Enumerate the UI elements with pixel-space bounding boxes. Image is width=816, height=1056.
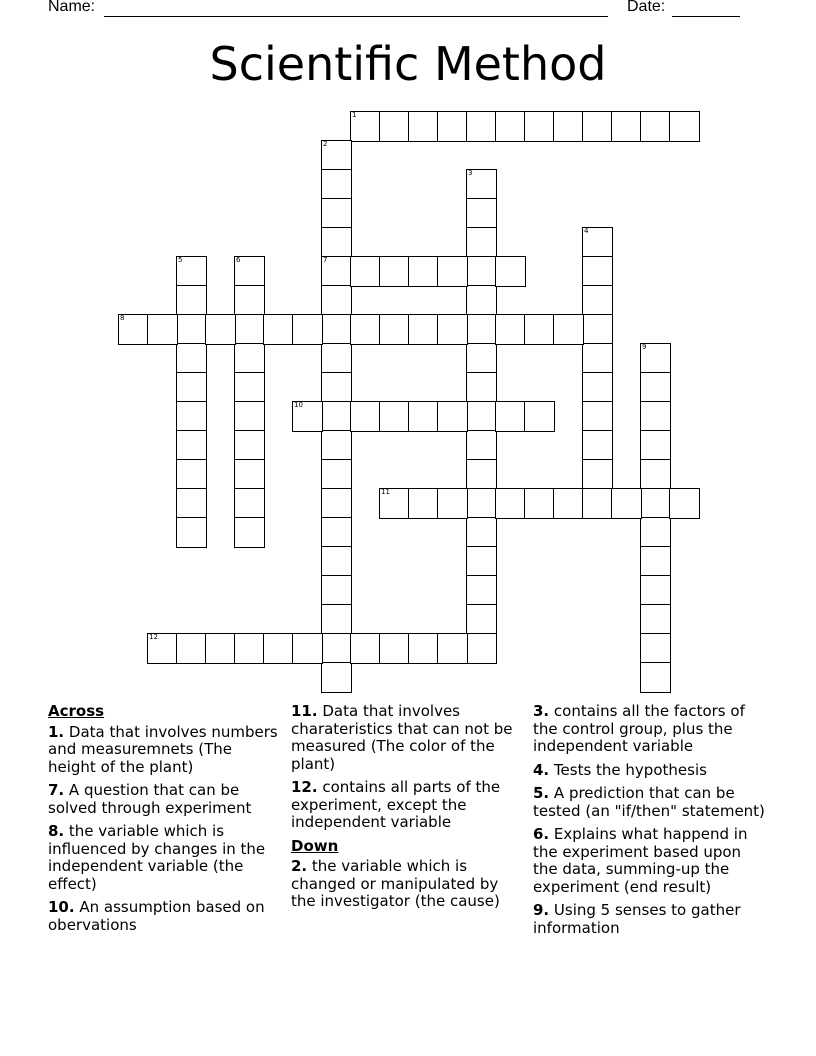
grid-cell[interactable]: [321, 401, 352, 432]
grid-cell[interactable]: [640, 662, 671, 693]
grid-cell[interactable]: [234, 256, 265, 287]
grid-cell[interactable]: [263, 314, 294, 345]
grid-cell[interactable]: [466, 575, 497, 606]
clue-number: 11.: [291, 702, 318, 720]
grid-cell[interactable]: [640, 604, 671, 635]
clue-text: Tests the hypothesis: [553, 760, 707, 779]
grid-cell[interactable]: [640, 343, 671, 374]
clue-number-label: 11: [381, 488, 390, 496]
clue-number: 4.: [533, 760, 550, 779]
grid-cell[interactable]: [640, 488, 671, 519]
grid-cell[interactable]: [582, 314, 613, 345]
grid-cell[interactable]: [553, 111, 584, 142]
grid-cell[interactable]: [437, 401, 468, 432]
clue-across-1: [48, 724, 283, 777]
clue-number-label: 2: [323, 140, 328, 148]
grid-cell[interactable]: [379, 314, 410, 345]
grid-cell[interactable]: [321, 227, 352, 258]
grid-cell[interactable]: [176, 430, 207, 461]
grid-cell[interactable]: [379, 488, 410, 519]
grid-cell[interactable]: [176, 488, 207, 519]
grid-cell[interactable]: [582, 285, 613, 316]
grid-cell[interactable]: [466, 227, 497, 258]
grid-cell[interactable]: [437, 314, 468, 345]
grid-cell[interactable]: [640, 372, 671, 403]
grid-cell[interactable]: [437, 256, 468, 287]
grid-cell[interactable]: [234, 401, 265, 432]
clue-number-label: 6: [236, 256, 241, 264]
grid-cell[interactable]: [234, 517, 265, 548]
grid-cell[interactable]: [524, 488, 555, 519]
grid-cell[interactable]: [408, 488, 439, 519]
clue-number: 9.: [533, 901, 550, 919]
grid-cell[interactable]: [321, 430, 352, 461]
clue-text: A question that can be solved through experiment: [48, 781, 252, 817]
clue-number-label: 7: [323, 256, 328, 264]
grid-cell[interactable]: [466, 517, 497, 548]
grid-cell[interactable]: [640, 401, 671, 432]
grid-cell[interactable]: [321, 633, 352, 664]
grid-cell[interactable]: [582, 343, 613, 374]
grid-cell[interactable]: [176, 517, 207, 548]
grid-cell[interactable]: [466, 488, 497, 519]
grid-cell[interactable]: [350, 111, 381, 142]
clue-number: 6.: [533, 825, 550, 843]
grid-cell[interactable]: [611, 488, 642, 519]
grid-cell[interactable]: [321, 198, 352, 229]
clue-number-label: 1: [352, 111, 357, 119]
grid-cell[interactable]: [669, 111, 700, 142]
clue-down-9: [533, 902, 768, 937]
clue-number-label: 4: [584, 227, 589, 235]
grid-cell[interactable]: [640, 575, 671, 606]
grid-cell[interactable]: [495, 401, 526, 432]
clue-down-5: [533, 785, 768, 820]
clue-across-11: [291, 703, 526, 773]
grid-cell[interactable]: [321, 488, 352, 519]
grid-cell[interactable]: [466, 256, 497, 287]
grid-cell[interactable]: [582, 256, 613, 287]
clue-down-6: [533, 826, 768, 896]
grid-cell[interactable]: [118, 314, 149, 345]
grid-cell[interactable]: [321, 575, 352, 606]
clue-number: 10.: [48, 898, 75, 916]
name-label: Name:: [48, 0, 96, 15]
clue-text: the variable which is influenced by changes in the independent variable (the effect): [48, 822, 266, 893]
grid-cell[interactable]: [234, 459, 265, 490]
clue-number: 7.: [48, 781, 65, 799]
grid-cell[interactable]: [350, 633, 381, 664]
grid-cell[interactable]: [321, 517, 352, 548]
grid-cell[interactable]: [466, 430, 497, 461]
grid-cell[interactable]: [582, 459, 613, 490]
grid-cell[interactable]: [379, 401, 410, 432]
grid-cell[interactable]: [466, 285, 497, 316]
grid-cell[interactable]: [205, 314, 236, 345]
grid-cell[interactable]: [466, 372, 497, 403]
grid-cell[interactable]: [205, 633, 236, 664]
clue-number-label: 8: [120, 314, 125, 322]
grid-cell[interactable]: [292, 314, 323, 345]
clue-number: 5.: [533, 784, 550, 802]
clue-number-label: 10: [294, 401, 303, 409]
grid-cell[interactable]: [582, 430, 613, 461]
grid-cell[interactable]: [466, 169, 497, 200]
grid-cell[interactable]: [582, 227, 613, 258]
grid-cell[interactable]: [408, 111, 439, 142]
down-heading: Down: [291, 836, 339, 855]
grid-cell[interactable]: [321, 140, 352, 171]
grid-cell[interactable]: [524, 401, 555, 432]
grid-cell[interactable]: [669, 488, 700, 519]
grid-cell[interactable]: [321, 314, 352, 345]
grid-cell[interactable]: [234, 633, 265, 664]
clue-text: contains all parts of the experiment, except the independent variable: [291, 778, 501, 831]
clue-number-label: 5: [178, 256, 183, 264]
clue-number-label: 3: [468, 169, 473, 177]
grid-cell[interactable]: [176, 256, 207, 287]
grid-cell[interactable]: [350, 401, 381, 432]
grid-cell[interactable]: [408, 256, 439, 287]
grid-cell[interactable]: [466, 546, 497, 577]
grid-cell[interactable]: [350, 314, 381, 345]
clue-column-3: [533, 703, 768, 943]
grid-cell[interactable]: [466, 111, 497, 142]
clue-number-label: 12: [149, 633, 158, 641]
clue-across-12: [291, 779, 526, 832]
grid-cell[interactable]: [234, 372, 265, 403]
clue-text: A prediction that can be tested (an "if/then" statement): [533, 784, 765, 820]
clue-text: An assumption based on obervations: [48, 898, 265, 934]
grid-cell[interactable]: [582, 111, 613, 142]
grid-cell[interactable]: [640, 430, 671, 461]
grid-cell[interactable]: [437, 111, 468, 142]
clue-across-8: [48, 823, 283, 893]
grid-cell[interactable]: [321, 372, 352, 403]
grid-cell[interactable]: [466, 633, 497, 664]
grid-cell[interactable]: [321, 604, 352, 635]
grid-cell[interactable]: [176, 401, 207, 432]
grid-cell[interactable]: [292, 633, 323, 664]
grid-cell[interactable]: [379, 111, 410, 142]
grid-cell[interactable]: [147, 314, 178, 345]
grid-cell[interactable]: [321, 285, 352, 316]
grid-cell[interactable]: [292, 401, 323, 432]
grid-cell[interactable]: [437, 633, 468, 664]
clue-text: Using 5 senses to gather information: [533, 901, 741, 937]
grid-cell[interactable]: [466, 343, 497, 374]
clue-down-3: [533, 703, 768, 756]
grid-cell[interactable]: [524, 111, 555, 142]
grid-cell[interactable]: [321, 256, 352, 287]
clue-number: 3.: [533, 702, 550, 720]
grid-cell[interactable]: [408, 314, 439, 345]
clue-text: Data that involves numbers and measuremnets (The height of the plant): [48, 722, 278, 776]
grid-cell[interactable]: [321, 662, 352, 693]
across-heading: Across: [48, 702, 105, 720]
clue-down-4: [533, 762, 768, 780]
clue-number-label: 9: [642, 343, 647, 351]
grid-cell[interactable]: [582, 401, 613, 432]
grid-cell[interactable]: [640, 517, 671, 548]
grid-cell[interactable]: [495, 256, 526, 287]
grid-cell[interactable]: [321, 343, 352, 374]
grid-cell[interactable]: [408, 633, 439, 664]
grid-cell[interactable]: [176, 372, 207, 403]
clue-column-1: [48, 703, 283, 940]
grid-cell[interactable]: [350, 256, 381, 287]
clue-across-10: [48, 899, 283, 934]
grid-cell[interactable]: [466, 198, 497, 229]
grid-cell[interactable]: [321, 459, 352, 490]
grid-cell[interactable]: [234, 285, 265, 316]
clue-text: Explains what happend in the experiment based upon the data, summing-up the experiment (end result): [533, 825, 748, 896]
clue-across-7: [48, 782, 283, 817]
grid-cell[interactable]: [553, 314, 584, 345]
grid-cell[interactable]: [495, 488, 526, 519]
clue-column-2: [291, 703, 526, 917]
grid-cell[interactable]: [379, 256, 410, 287]
grid-cell[interactable]: [524, 314, 555, 345]
grid-cell[interactable]: [176, 633, 207, 664]
clue-number: 2.: [291, 857, 308, 875]
grid-cell[interactable]: [640, 546, 671, 577]
clue-number: 8.: [48, 822, 65, 840]
grid-cell[interactable]: [147, 633, 178, 664]
grid-cell[interactable]: [640, 459, 671, 490]
grid-cell[interactable]: [176, 343, 207, 374]
grid-cell[interactable]: [611, 111, 642, 142]
grid-cell[interactable]: [379, 633, 410, 664]
grid-cell[interactable]: [263, 633, 294, 664]
grid-cell[interactable]: [321, 169, 352, 200]
grid-cell[interactable]: [466, 314, 497, 345]
grid-cell[interactable]: [495, 314, 526, 345]
date-label: Date:: [627, 0, 666, 15]
grid-cell[interactable]: [495, 111, 526, 142]
grid-cell[interactable]: [234, 430, 265, 461]
grid-cell[interactable]: [553, 488, 584, 519]
page-title: Scientific Method: [209, 37, 607, 91]
grid-cell[interactable]: [321, 546, 352, 577]
grid-cell[interactable]: [234, 343, 265, 374]
grid-cell[interactable]: [466, 459, 497, 490]
grid-cell[interactable]: [640, 111, 671, 142]
grid-cell[interactable]: [176, 314, 207, 345]
grid-cell[interactable]: [176, 459, 207, 490]
grid-cell[interactable]: [234, 314, 265, 345]
clue-text: the variable which is changed or manipulated by the investigator (the cause): [291, 857, 500, 910]
grid-cell[interactable]: [234, 488, 265, 519]
clue-text: Data that involves charateristics that can not be measured (The color of the plant): [291, 702, 513, 773]
grid-cell[interactable]: [640, 633, 671, 664]
grid-cell[interactable]: [582, 372, 613, 403]
clue-text: contains all the factors of the control group, plus the independent variable: [533, 702, 745, 755]
grid-cell[interactable]: [437, 488, 468, 519]
grid-cell[interactable]: [466, 401, 497, 432]
clue-number: 12.: [291, 778, 318, 796]
grid-cell[interactable]: [582, 488, 613, 519]
clue-number: 1.: [48, 722, 65, 741]
grid-cell[interactable]: [176, 285, 207, 316]
clue-down-2: [291, 858, 526, 911]
grid-cell[interactable]: [466, 604, 497, 635]
grid-cell[interactable]: [408, 401, 439, 432]
